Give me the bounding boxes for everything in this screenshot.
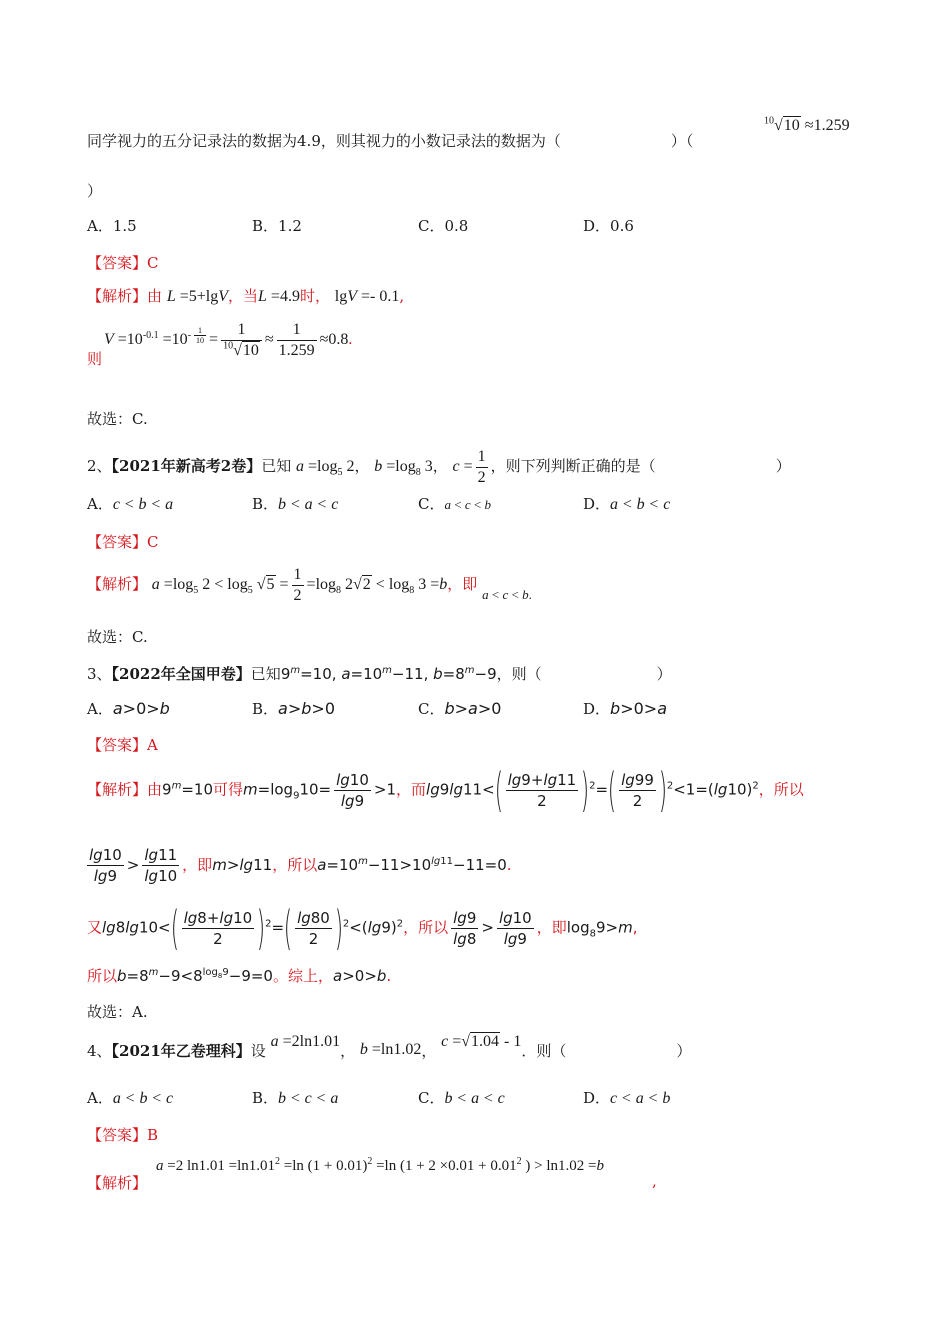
q4-formula-analysis: a =2 $\ln 1.01 =\ln 1.01^2 =\ln$ $(1 + 0.01)^2 =\ln$ ($1 + 2 \times 0.01 + 0.01^2$ ) > ln1.02 =b — [156, 1156, 604, 1174]
q3-text-get: 可得 — [212, 780, 243, 799]
q3-stem-close: ） — [656, 665, 672, 683]
q2-stem-b: ，则下列判断正确的是（ — [490, 457, 656, 476]
q1-formula-2: L =4.9 — [258, 288, 300, 305]
q4-option-c: C．b < a < c — [418, 1089, 505, 1107]
q4-answer: 【答案】B — [87, 1126, 159, 1144]
q1-option-d: D．0.6 — [583, 217, 634, 235]
q1-hint-index: 10 — [764, 115, 774, 127]
q2-stem-close: ） — [775, 457, 791, 476]
q4-number: 4、 — [87, 1042, 112, 1060]
q1-hint: $^{10}$√10 ≈1.259 — [764, 115, 850, 134]
q2-analysis-so: ，即 — [447, 575, 478, 594]
q2-number: 2、 — [87, 457, 112, 476]
q3-text-from: 由 — [147, 780, 163, 799]
q1-stem — [87, 130, 693, 151]
q2-option-c: C．a < c < b — [418, 495, 491, 513]
q1-option-c: C．0.8 — [418, 217, 469, 235]
q3-stem-a: 已知 — [250, 665, 281, 683]
q3-analysis-label: 【解析】 — [87, 780, 148, 799]
q2-option-d: D．a < b < c — [583, 495, 671, 513]
q3-text-and: ，而 — [396, 780, 427, 799]
q3-stem-b: ，则（ — [496, 665, 542, 683]
q3-text-also: 又 — [87, 918, 103, 937]
q4-analysis-label: 【解析】 — [87, 1174, 148, 1192]
q2-formula-result: a < c < b. — [482, 587, 532, 603]
q1-analysis-label: 【解析】 — [87, 287, 148, 305]
q1-then: 则 — [87, 350, 103, 368]
q4-stem: 4、【2021年乙卷理科】设 a =2ln1.01， b =ln1.02， c =√1.04 - 1．则（ ） — [87, 1033, 692, 1060]
q3-option-a: A．a>0>b — [87, 699, 170, 718]
q4-comma: , — [652, 1172, 657, 1190]
q2-stem-a: 已知 — [261, 457, 292, 476]
q3-answer: 【答案】A — [87, 736, 158, 754]
q3-option-b: B．a>b>0 — [252, 699, 335, 718]
q1-analysis-time: 时， — [299, 287, 330, 305]
q1-formula-4: $V =10^{-0.1} =10^{- \frac{1}{10}}$ = $\frac{1}{^{10}√10}$ ≈ $\frac{1}{1.259}$ ≈0.8. — [104, 321, 353, 359]
q3-analysis-line1: 【解析】由$9^m=10$可得$m=\log_910=$ $\frac{\lg 10}{\lg 9}$ >1，而lg9lg11<( $\frac{\lg 9+\lg 11}{2}$ )$^2$=( $\frac{\lg 99}{2}$ )$^2<1=(\lg 10)^2$，所以 — [87, 763, 804, 817]
q2-stem: 2、【2021年新高考2卷】已知 $a =\log_5$ 2， $b =\log_8$ 3， c = $\frac{1}{2}$ ，则下列判断正确的是（ ） — [87, 448, 791, 486]
q3-analysis-line4: 所以$b=8^m-9<8^{log_89}-9=0$。综上，a>0>b. — [87, 967, 392, 985]
q2-analysis — [87, 565, 532, 606]
q1-formula-1: L =5+lgV — [166, 288, 228, 305]
q2-source: 【2021年新高考2卷】 — [111, 457, 262, 476]
q1-analysis: 【解析】由 L =5+lgV，当L =4.9时， lgV =- 0.1, — [87, 287, 405, 305]
q4-source: 【2021年乙卷理科】 — [111, 1042, 251, 1060]
q1-answer: 【答案】C — [87, 254, 159, 272]
q1-hint-value: ≈1.259 — [804, 117, 850, 134]
q3-conclusion: 故选：A. — [87, 1003, 148, 1021]
q2-formula-a: $a =\log_5$ 2 — [296, 458, 355, 479]
q4-stem-a: 设 — [250, 1042, 266, 1060]
q2-answer: 【答案】C — [87, 533, 159, 551]
q1-analysis-from: 由 — [147, 287, 163, 305]
q3-text-ie2: ，即 — [536, 918, 567, 937]
q3-analysis-line3: 又lg8lg10<( $\frac{\lg 8+\lg 10}{2}$ )$^2$=( $\frac{\lg 80}{2}$ )$^2<(\lg 9)^2$，所以 $\frac{\lg 9}{\lg 8}$ > $\frac{\lg 10}{\lg 9}$ ，即$\log_89>m$, — [87, 901, 638, 955]
q1-conclusion: 故选：C. — [87, 410, 148, 428]
q3-source: 【2022年全国甲卷】 — [111, 665, 251, 683]
q3-analysis-line2: $\frac{\lg 10}{\lg 9}$ > $\frac{\lg 11}{\lg 10}$ ，即m>lg11，所以$a=10^m-11>10^{lg11}-11=0$. — [89, 846, 512, 885]
q2-formula-chain: $a =\log_5$ $2 < \log_5 √5$ = $\frac{1}{2}$ $=\log_8$ $2√2 < \log_8 3 =b$ — [151, 566, 448, 604]
q3-text-so4: 所以 — [87, 967, 118, 985]
q4-stem-close: ） — [676, 1042, 692, 1060]
q1-hint-root: 10 — [783, 117, 800, 134]
q3-text-so3: ，所以 — [403, 918, 449, 937]
q2-formula-c: c = $\frac{1}{2}$ — [452, 448, 486, 486]
q3-text-ie: ，即 — [182, 856, 213, 874]
q3-number: 3、 — [87, 665, 112, 683]
q4-option-b: B．b < c < a — [252, 1089, 339, 1107]
q2-conclusion: 故选：C. — [87, 628, 148, 646]
q1-stem-close: ）（ — [670, 132, 694, 150]
q4-analysis — [87, 1172, 147, 1193]
q4-option-d: D．c < a < b — [583, 1089, 671, 1107]
q2-option-a: A．c < b < a — [87, 495, 174, 513]
q3-option-d: D．b>0>a — [583, 699, 667, 718]
q3-text-so2: ，所以 — [272, 856, 318, 874]
q3-text-so: ，所以 — [758, 780, 804, 799]
q4-formula-a: a =2ln1.01 — [270, 1033, 341, 1050]
q3-option-c: C．b>a>0 — [418, 699, 502, 718]
q1-tail: ） — [87, 182, 103, 200]
q1-formula-3: lgV =- 0.1 — [334, 288, 400, 305]
q3-formula-stem: $9^m=10$, $a=10^m-11$, $b=8^m-9$ — [280, 665, 497, 683]
q1-option-a: A．1.5 — [87, 217, 137, 235]
q2-analysis-label: 【解析】 — [87, 575, 148, 594]
q3-text-sum: 。综上， — [272, 967, 333, 985]
q1-stem-text: 同学视力的五分记录法的数据为4.9，则其视力的小数记录法的数据为（ — [87, 132, 561, 150]
q4-option-a: A．a < b < c — [87, 1089, 174, 1107]
q4-formula-c: c =√1.04 - 1 — [441, 1033, 522, 1050]
q2-option-b: B．b < a < c — [252, 495, 339, 513]
q1-analysis-when: ，当 — [228, 287, 259, 305]
q1-option-b: B．1.2 — [252, 217, 302, 235]
q4-formula-b: b =ln1.02 — [359, 1041, 422, 1058]
q3-stem — [87, 663, 672, 684]
q2-formula-b: $b =\log_8$ 3 — [374, 458, 433, 479]
q4-stem-b: ．则（ — [521, 1042, 567, 1060]
